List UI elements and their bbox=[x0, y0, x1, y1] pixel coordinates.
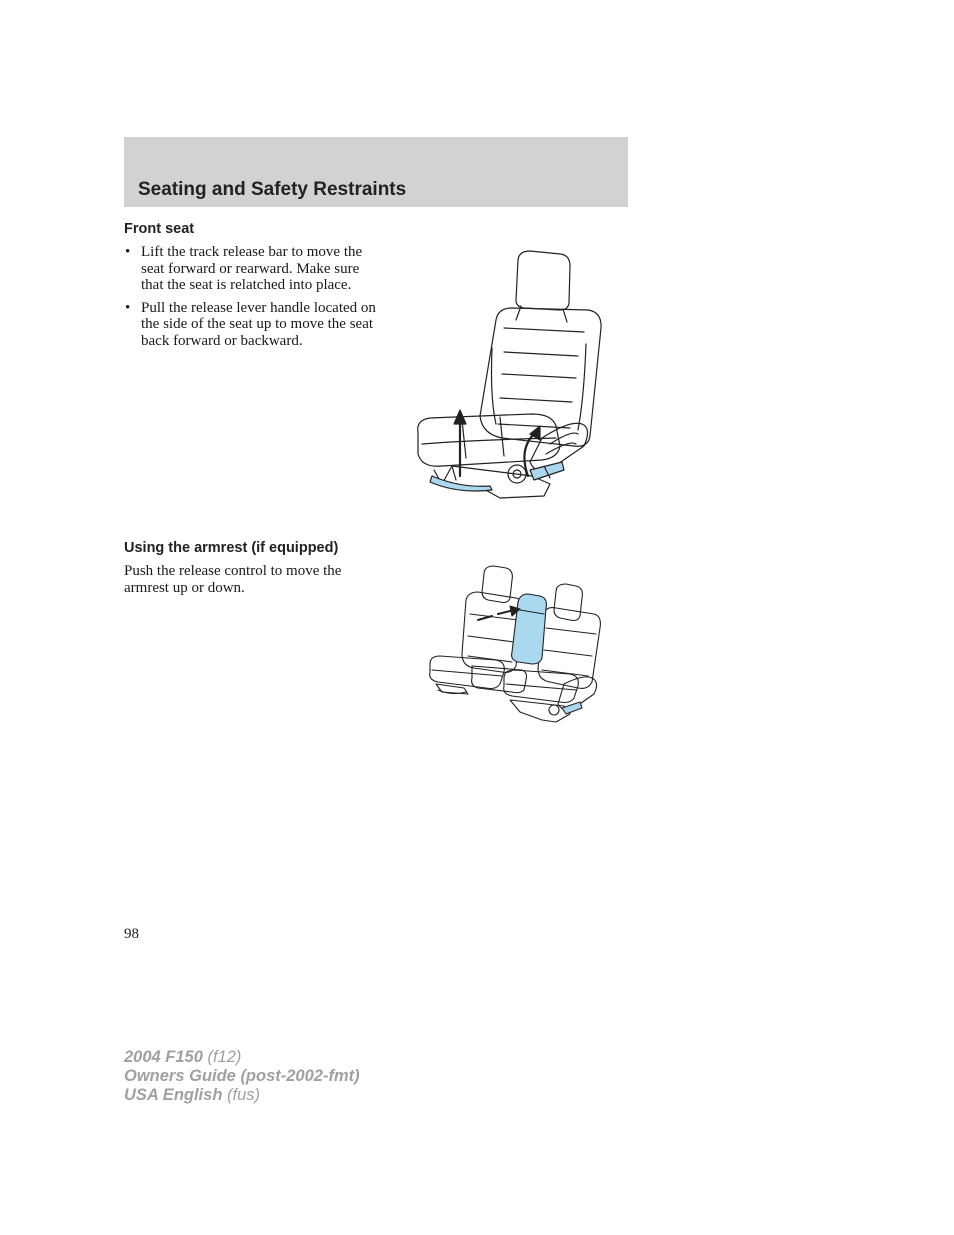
bullet-icon: • bbox=[125, 299, 131, 316]
section-header-band bbox=[124, 137, 628, 207]
front-seat-illustration bbox=[412, 248, 612, 510]
section-title: Seating and Safety Restraints bbox=[138, 179, 407, 200]
instruction-text: Lift the track release bar to move the seat forward or rearward. Make sure that the seat is relatched into place. bbox=[141, 244, 363, 293]
footer-model: 2004 F150 bbox=[124, 1048, 203, 1066]
footer-guide-name: Owners Guide (post-2002-fmt) bbox=[124, 1067, 360, 1085]
front-seat-heading: Front seat bbox=[124, 221, 195, 237]
bullet-icon: • bbox=[125, 244, 131, 260]
list-item bbox=[124, 300, 384, 350]
footer-model-code: (f12) bbox=[202, 1048, 242, 1066]
footer-document-info bbox=[124, 1048, 360, 1105]
list-item bbox=[124, 244, 384, 294]
footer-language-code: (fus) bbox=[222, 1086, 260, 1104]
armrest-heading: Using the armrest (if equipped) bbox=[124, 540, 339, 556]
page-number: 98 bbox=[124, 926, 139, 942]
armrest-instruction: Push the release control to move the armrest up or down. bbox=[124, 563, 342, 596]
instruction-text: Pull the release lever handle located on the side of the seat up to move the seat back forward or backward. bbox=[141, 299, 376, 349]
armrest-illustration bbox=[424, 562, 606, 726]
front-seat-instructions bbox=[124, 244, 384, 355]
footer-language: USA English bbox=[124, 1086, 223, 1104]
